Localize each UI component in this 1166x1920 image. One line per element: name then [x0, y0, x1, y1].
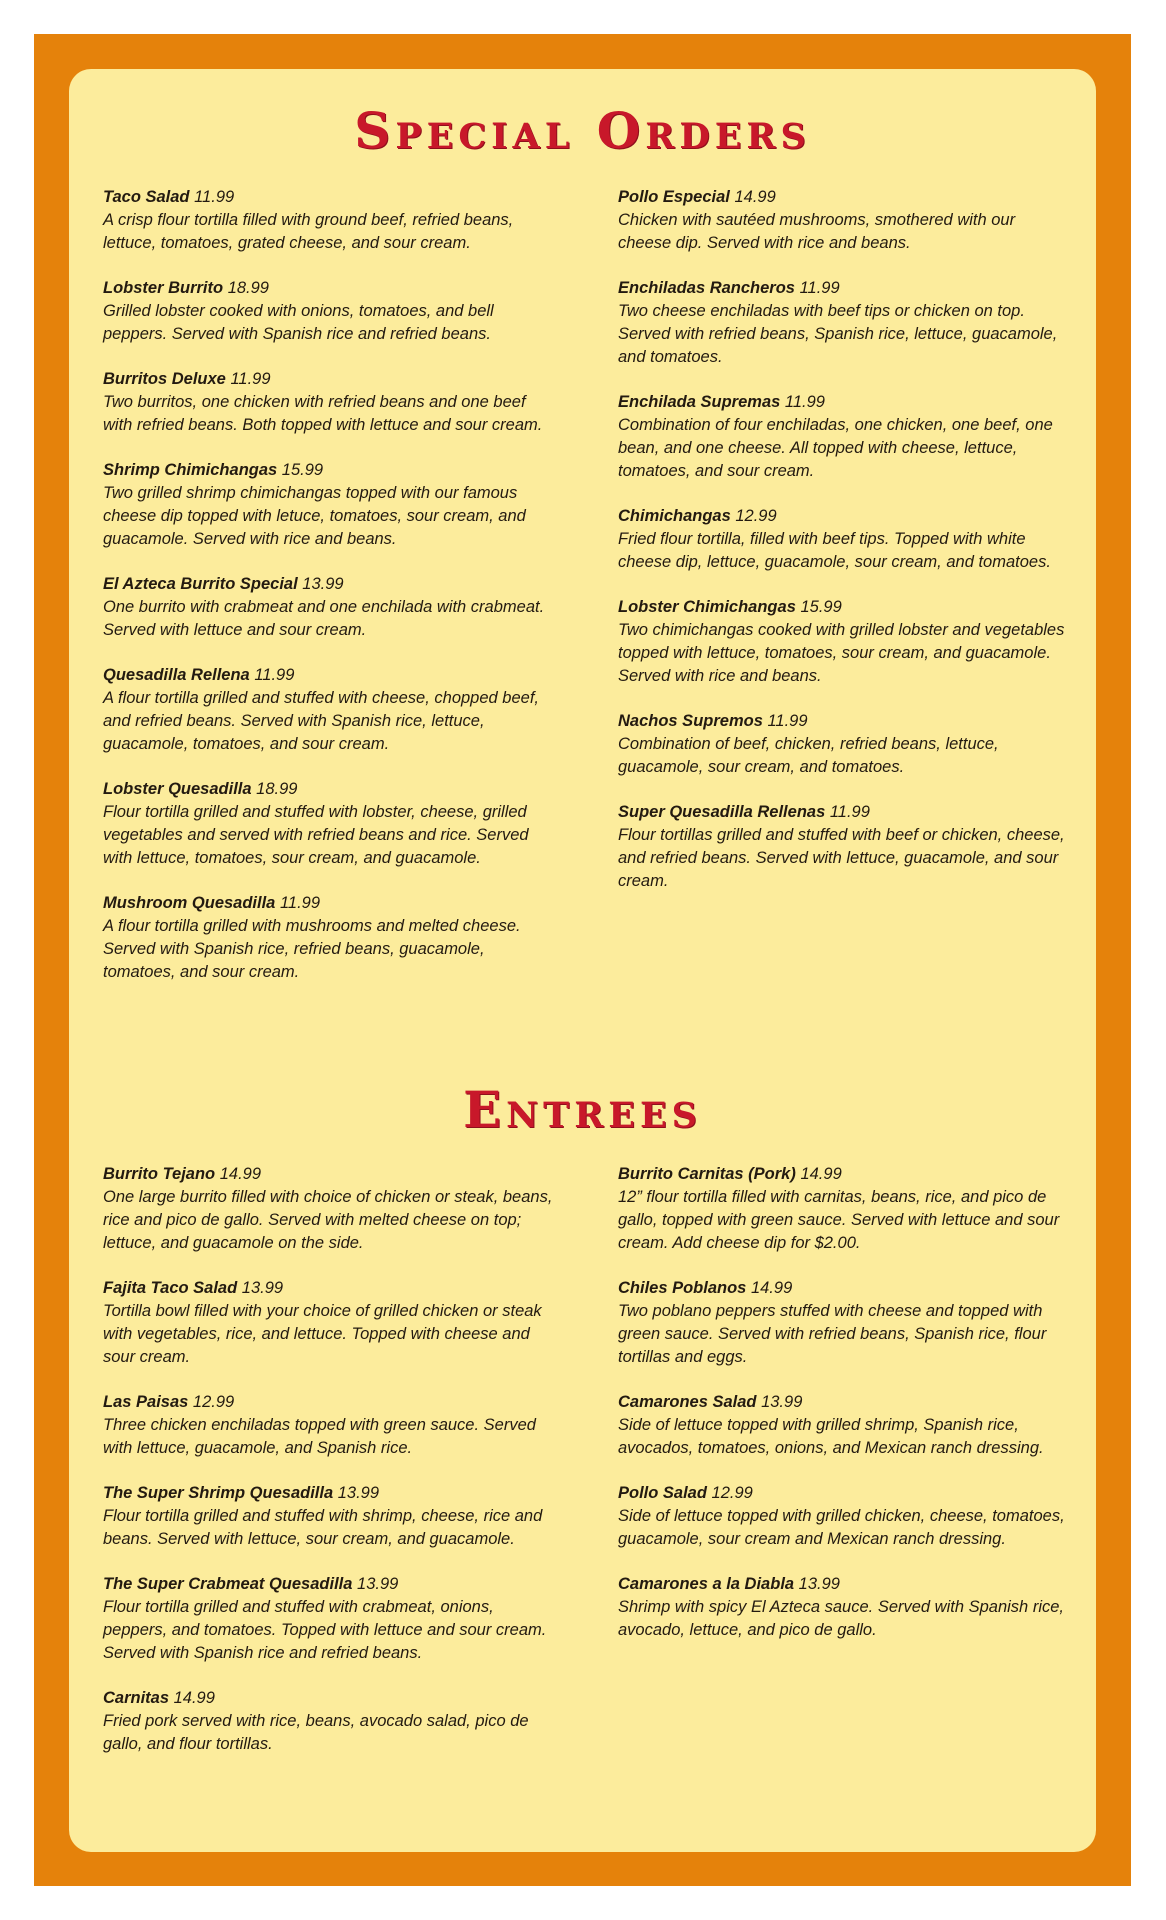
menu-item-heading [103, 459, 553, 482]
menu-item [618, 596, 1068, 688]
menu-item-heading [618, 1391, 1068, 1414]
menu-item-description: Side of lettuce topped with grilled chicken, cheese, tomatoes, guacamole, sour cream and Mexican ranch dressing. [618, 1507, 1065, 1548]
menu-item-name: Burrito Carnitas (Pork) [618, 1165, 796, 1183]
special-orders-right-column [618, 186, 1068, 915]
menu-item-name: Pollo Especial [618, 188, 730, 206]
menu-item [103, 368, 553, 437]
menu-item-description: Combination of beef, chicken, refried beans, lettuce, guacamole, sour cream, and tomatoes. [618, 735, 999, 776]
menu-item-price: 12.99 [711, 1484, 753, 1502]
menu-item-price: 11.99 [254, 666, 295, 684]
menu-item-heading [103, 778, 553, 801]
menu-item-description: Flour tortillas grilled and stuffed with beef or chicken, cheese, and refried beans. Served with lettuce, guacamole, and sour cream. [618, 826, 1065, 890]
menu-item-heading [618, 1163, 1068, 1186]
menu-item [618, 277, 1068, 369]
menu-item-price: 15.99 [281, 461, 324, 479]
menu-item-name: Super Quesadilla Rellenas [618, 803, 826, 821]
menu-item-description: Two chimichangas cooked with grilled lobster and vegetables topped with lettuce, tomatoes, sour cream, and guacamole. Served with rice and beans. [618, 621, 1065, 685]
menu-item [618, 186, 1068, 255]
menu-item-price: 18.99 [227, 279, 269, 297]
menu-item-description: A flour tortilla grilled with mushrooms and melted cheese. Served with Spanish rice, refried beans, guacamole, tomatoes, and sour cream. [103, 917, 521, 981]
menu-item-price: 11.99 [767, 712, 808, 730]
menu-item-description: Two poblano peppers stuffed with cheese and topped with green sauce. Served with refried beans, Spanish rice, flour tortillas and eggs. [618, 1302, 1047, 1366]
entrees-title: Entrees [463, 1080, 702, 1139]
menu-item-heading [618, 596, 1068, 619]
menu-item-heading [103, 277, 553, 300]
menu-item [103, 277, 553, 346]
menu-item [103, 664, 553, 756]
menu-item-price: 14.99 [173, 1689, 215, 1707]
entrees-right-column [618, 1163, 1068, 1664]
menu-item-description: Side of lettuce topped with grilled shrimp, Spanish rice, avocados, tomatoes, onions, and Mexican ranch dressing. [618, 1416, 1044, 1457]
menu-item [103, 1573, 553, 1665]
menu-item-price: 13.99 [241, 1279, 284, 1297]
menu-item-heading [618, 1573, 1068, 1596]
menu-item-heading [103, 1482, 553, 1505]
special-orders-left-column [103, 186, 553, 1006]
menu-item-heading [618, 801, 1068, 824]
menu-item-heading [103, 1687, 553, 1710]
menu-item-name: Lobster Burrito [103, 279, 224, 297]
menu-item-description: A flour tortilla grilled and stuffed with cheese, chopped beef, and refried beans. Served with Spanish rice, lettuce, guacamole, tomatoes, and sour cream. [103, 689, 539, 753]
menu-item-price: 11.99 [829, 803, 870, 821]
menu-item-description: Flour tortilla grilled and stuffed with lobster, cheese, grilled vegetables and served with refried beans and rice. Served with lettuce, tomatoes, sour cream, and guacamole. [103, 803, 529, 867]
menu-item-heading [618, 391, 1068, 414]
menu-item-name: Carnitas [103, 1689, 170, 1707]
menu-item-heading [103, 186, 553, 209]
menu-item-description: Grilled lobster cooked with onions, tomatoes, and bell peppers. Served with Spanish rice and refried beans. [103, 302, 494, 343]
menu-item-heading [103, 1573, 553, 1596]
menu-item-description: Chicken with sautéed mushrooms, smothered with our cheese dip. Served with rice and beans. [618, 211, 1016, 252]
menu-item-heading [618, 186, 1068, 209]
menu-item [618, 391, 1068, 483]
menu-item-description: A crisp flour tortilla filled with ground beef, refried beans, lettuce, tomatoes, grated cheese, and sour cream. [103, 211, 514, 252]
menu-item-name: The Super Crabmeat Quesadilla [103, 1575, 353, 1593]
menu-item-name: Burritos Deluxe [103, 370, 226, 388]
menu-item-price: 11.99 [230, 370, 271, 388]
menu-item-description: 12” flour tortilla filled with carnitas, beans, rice, and pico de gallo, topped with green sauce. Served with lettuce and sour cream. Add cheese dip for $2.00. [618, 1188, 1060, 1252]
menu-item-description: Two cheese enchiladas with beef tips or chicken on top. Served with refried beans, Spanish rice, lettuce, guacamole, and tomatoes. [618, 302, 1058, 366]
menu-item [618, 1573, 1068, 1642]
menu-item-price: 14.99 [800, 1165, 842, 1183]
menu-item [618, 710, 1068, 779]
menu-item [103, 778, 553, 870]
menu-item-name: Pollo Salad [618, 1484, 707, 1502]
menu-item-name: El Azteca Burrito Special [103, 575, 298, 593]
menu-item-description: Fried flour tortilla, filled with beef tips. Topped with white cheese dip, lettuce, guacamole, sour cream, and tomatoes. [618, 530, 1051, 571]
menu-item [618, 1482, 1068, 1551]
menu-panel [69, 69, 1096, 1852]
menu-item-heading [618, 710, 1068, 733]
menu-item-name: Lobster Chimichangas [618, 598, 796, 616]
menu-item-heading [618, 277, 1068, 300]
menu-item-description: Flour tortilla grilled and stuffed with crabmeat, onions, peppers, and tomatoes. Topped with lettuce and sour cream. Served with Spanish rice and refried beans. [103, 1598, 547, 1662]
menu-item-heading [103, 368, 553, 391]
menu-item-description: Three chicken enchiladas topped with green sauce. Served with lettuce, guacamole, and Spanish rice. [103, 1416, 536, 1457]
menu-item-price: 13.99 [337, 1484, 380, 1502]
menu-item [618, 801, 1068, 893]
menu-item-name: Las Paisas [103, 1393, 189, 1411]
menu-item-heading [618, 1482, 1068, 1505]
menu-item [103, 573, 553, 642]
menu-item-name: The Super Shrimp Quesadilla [103, 1484, 334, 1502]
menu-item [103, 1391, 553, 1460]
menu-item [103, 1163, 553, 1255]
menu-item-price: 13.99 [798, 1575, 840, 1593]
menu-item-description: Two grilled shrimp chimichangas topped with our famous cheese dip topped with letuce, tomatoes, sour cream, and guacamole. Served with rice and beans. [103, 484, 526, 548]
menu-item-description: One burrito with crabmeat and one enchilada with crabmeat. Served with lettuce and sour cream. [103, 598, 545, 639]
menu-item-name: Camarones Salad [618, 1393, 757, 1411]
menu-item [103, 1277, 553, 1369]
menu-item-heading [103, 664, 553, 687]
menu-item-name: Chiles Poblanos [618, 1279, 747, 1297]
menu-item [103, 1687, 553, 1756]
menu-item-heading [618, 505, 1068, 528]
menu-item [618, 1277, 1068, 1369]
menu-item-description: Two burritos, one chicken with refried beans and one beef with refried beans. Both topped with lettuce and sour cream. [103, 393, 543, 434]
menu-item-heading [103, 573, 553, 596]
menu-item-heading [103, 892, 553, 915]
menu-item-price: 11.99 [279, 894, 321, 912]
menu-item-price: 12.99 [192, 1393, 235, 1411]
menu-item-price: 14.99 [734, 188, 776, 206]
menu-item [103, 892, 553, 984]
menu-item-name: Enchilada Supremas [618, 393, 781, 411]
menu-item-name: Chimichangas [618, 507, 731, 525]
menu-item [618, 1391, 1068, 1460]
menu-item-price: 15.99 [800, 598, 842, 616]
menu-item-price: 13.99 [761, 1393, 803, 1411]
menu-item [103, 1482, 553, 1551]
menu-item-name: Burrito Tejano [103, 1165, 216, 1183]
menu-item-heading [103, 1163, 553, 1186]
menu-item-description: Combination of four enchiladas, one chicken, one beef, one bean, and one cheese. All topped with cheese, lettuce, tomatoes, and sour cream. [618, 416, 1053, 480]
menu-item-name: Camarones a la Diabla [618, 1575, 795, 1593]
menu-item-description: Shrimp with spicy El Azteca sauce. Served with Spanish rice, avocado, lettuce, and pico de gallo. [618, 1598, 1064, 1639]
menu-item-price: 12.99 [735, 507, 777, 525]
menu-item [103, 186, 553, 255]
menu-item-heading [618, 1277, 1068, 1300]
menu-item [103, 459, 553, 551]
menu-item-price: 14.99 [219, 1165, 262, 1183]
menu-item-description: Tortilla bowl filled with your choice of grilled chicken or steak with vegetables, rice, and lettuce. Topped with cheese and sour cream. [103, 1302, 542, 1366]
menu-item-name: Shrimp Chimichangas [103, 461, 278, 479]
menu-item-price: 11.99 [799, 279, 840, 297]
menu-item-name: Fajita Taco Salad [103, 1279, 238, 1297]
menu-item-description: One large burrito filled with choice of chicken or steak, beans, rice and pico de gallo. Served with melted cheese on top; lettuce, and guacamole on the side. [103, 1188, 553, 1252]
menu-item-price: 18.99 [256, 780, 298, 798]
menu-item [618, 505, 1068, 574]
menu-item-price: 13.99 [302, 575, 344, 593]
menu-item-name: Taco Salad [103, 188, 190, 206]
entrees-left-column [103, 1163, 553, 1778]
menu-item-price: 11.99 [194, 188, 235, 206]
special-orders-title: Special Orders [354, 101, 811, 160]
menu-item-name: Lobster Quesadilla [103, 780, 252, 798]
menu-item-price: 13.99 [357, 1575, 399, 1593]
menu-item-description: Fried pork served with rice, beans, avocado salad, pico de gallo, and flour tortillas. [103, 1712, 529, 1753]
menu-item-heading [103, 1277, 553, 1300]
menu-item-name: Enchiladas Rancheros [618, 279, 795, 297]
menu-item-name: Mushroom Quesadilla [103, 894, 276, 912]
menu-item-name: Quesadilla Rellena [103, 666, 250, 684]
menu-item-description: Flour tortilla grilled and stuffed with shrimp, cheese, rice and beans. Served with lettuce, sour cream, and guacamole. [103, 1507, 543, 1548]
menu-item-name: Nachos Supremos [618, 712, 763, 730]
menu-item-price: 14.99 [750, 1279, 793, 1297]
menu-item-price: 11.99 [784, 393, 825, 411]
menu-item [618, 1163, 1068, 1255]
menu-item-heading [103, 1391, 553, 1414]
